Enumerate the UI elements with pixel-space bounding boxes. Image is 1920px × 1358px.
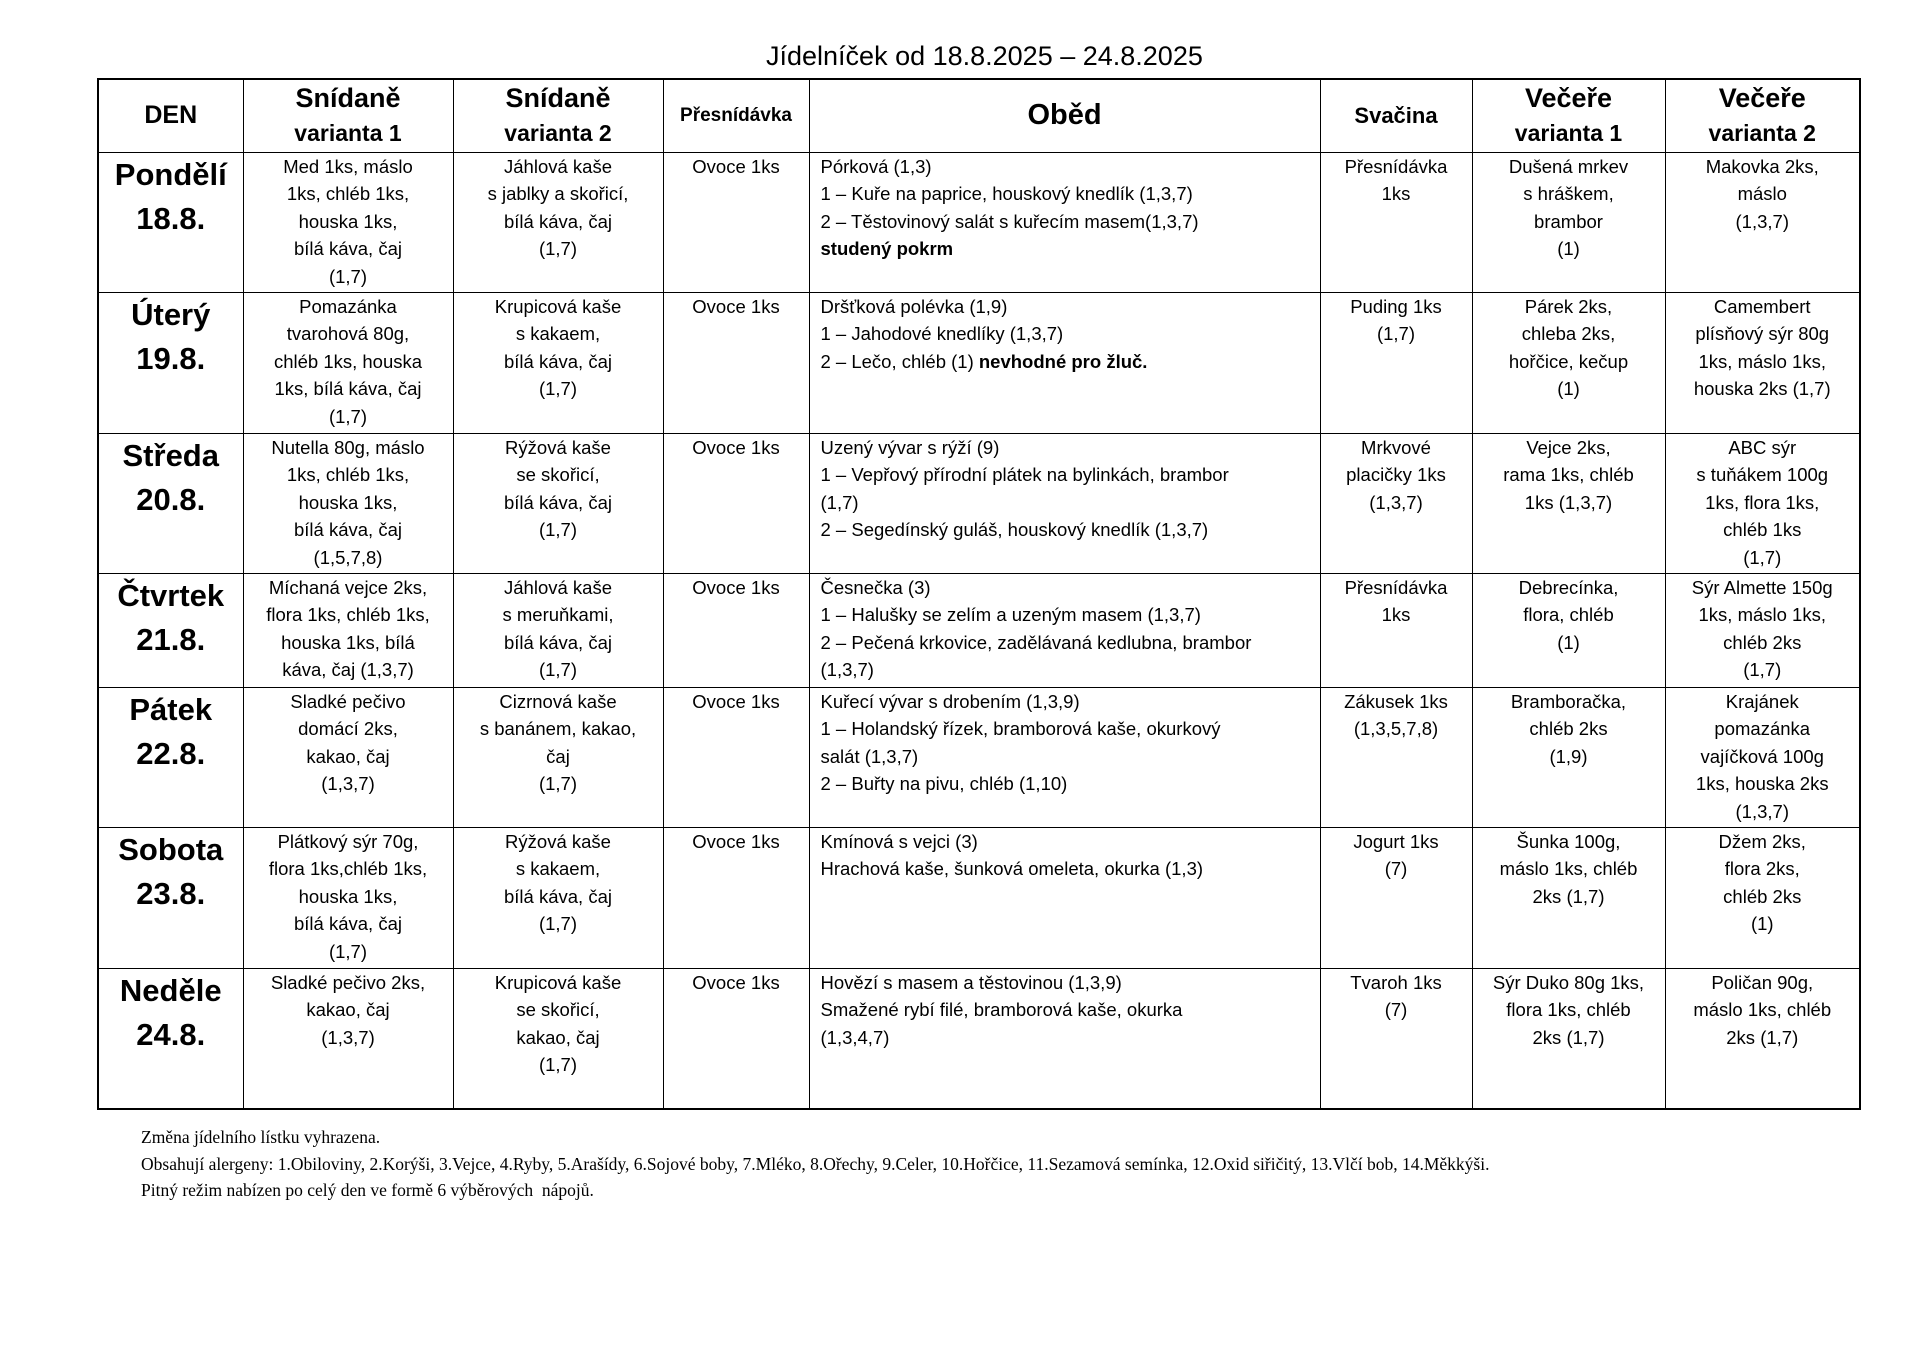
meal-line: s kakaem, (515, 323, 601, 345)
meal-line: Sýr Duko 80g 1ks, (1492, 971, 1645, 993)
meal-line: bílá káva, čaj (504, 631, 612, 653)
meal-line: se skořicí, (516, 464, 600, 486)
meal-line: (1,5,7,8) (313, 546, 383, 568)
dinner-2-cell (1665, 687, 1860, 827)
footer-notes (141, 1124, 1489, 1204)
meal-line: s hráškem, (1523, 183, 1614, 205)
dinner-1-cell (1472, 292, 1665, 433)
meal-line: 1ks, bílá káva, čaj (274, 378, 422, 400)
meal-line: flora, chléb (1523, 604, 1614, 626)
meal-line: Přesnídávka (1344, 576, 1448, 598)
meal-line: Šunka 100g, (1516, 830, 1621, 852)
day-name: Úterý (131, 296, 211, 332)
meal-line: kakao, čaj (306, 745, 390, 767)
meal-line: (1,7) (538, 1054, 578, 1076)
morning-snack-cell (663, 292, 809, 433)
meal-line: plísňový sýr 80g (1695, 323, 1830, 345)
meal-line: Krupicová kaše (494, 295, 622, 317)
column-header-day (98, 79, 243, 152)
meal-line: (1,7) (1743, 659, 1782, 681)
meal-line: Bramboračka, (1510, 690, 1627, 712)
column-header-variant: varianta 1 (294, 119, 402, 146)
day-row (98, 292, 1860, 433)
column-header-afternoon-snack (1320, 79, 1472, 152)
meal-line: 1ks, máslo 1ks, (1698, 350, 1826, 372)
meal-line: Ovoce 1ks (692, 830, 780, 852)
meal-line: s tuňákem 100g (1696, 464, 1829, 486)
meal-line: bílá káva, čaj (294, 238, 402, 260)
day-date: 18.8. (136, 200, 206, 236)
footer-note-allergens: Obsahují alergeny: 1.Obiloviny, 2.Korýši, 3.Vejce, 4.Ryby, 5.Arašídy, 6.Sojové boby, 7.Mléko, 8.Ořechy, 9.Celer, 10.Hořčice, 11.Sezamová semínka, 12.Oxid siřičitý, 13.Vlčí bob, 14.Měkkýši. (141, 1153, 1490, 1174)
meal-line: 1 – Jahodové knedlíky (1,3,7) (820, 323, 1064, 345)
meal-line: Pórková (1,3) (820, 155, 932, 177)
morning-snack-cell (663, 968, 809, 1109)
morning-snack-cell (663, 152, 809, 292)
meal-line: (1,7) (538, 913, 578, 935)
breakfast-1-cell (243, 152, 453, 292)
menu-table (97, 78, 1861, 1110)
meal-line: tvarohová 80g, (286, 323, 410, 345)
meal-line: Ovoce 1ks (692, 436, 780, 458)
meal-line: placičky 1ks (1346, 464, 1446, 486)
column-header-dinner-2 (1665, 79, 1860, 152)
day-name: Čtvrtek (117, 577, 225, 613)
lunch-cell (809, 827, 1320, 968)
meal-line: 1ks (1381, 183, 1411, 205)
day-row (98, 433, 1860, 573)
meal-line: houska 1ks, (298, 491, 398, 513)
meal-line: (1,3,7) (1735, 800, 1789, 822)
meal-line: Sýr Almette 150g (1691, 576, 1833, 598)
breakfast-1-cell (243, 433, 453, 573)
day-date: 21.8. (136, 621, 206, 657)
meal-line: Vejce 2ks, (1526, 436, 1611, 458)
meal-line: 1 – Vepřový přírodní plátek na bylinkách, brambor (820, 464, 1229, 486)
meal-line: vajíčková 100g (1700, 745, 1824, 767)
meal-line: 1ks, chléb 1ks, (286, 183, 410, 205)
meal-line: Jogurt 1ks (1353, 830, 1439, 852)
meal-note-bold: studený pokrm (820, 238, 954, 260)
meal-line: (1,3,7) (321, 1026, 375, 1048)
dinner-1-cell (1472, 433, 1665, 573)
meal-line: Nutella 80g, máslo (271, 436, 425, 458)
meal-line: se skořicí, (516, 999, 600, 1021)
meal-line: (1,7) (1376, 323, 1416, 345)
meal-line: 1ks (1381, 604, 1411, 626)
meal-line: bílá káva, čaj (504, 491, 612, 513)
meal-line: houska 1ks, (298, 210, 398, 232)
column-header-variant: varianta 2 (504, 119, 612, 146)
meal-line: (1) (1557, 378, 1580, 400)
meal-line: bílá káva, čaj (504, 210, 612, 232)
meal-line: máslo 1ks, chléb (1693, 999, 1832, 1021)
meal-line: (1,7) (538, 659, 578, 681)
breakfast-1-cell (243, 827, 453, 968)
morning-snack-cell (663, 687, 809, 827)
dinner-1-cell (1472, 573, 1665, 687)
meal-line: (1,7) (328, 405, 368, 427)
afternoon-snack-cell (1320, 968, 1472, 1109)
meal-line: (1,7) (820, 491, 859, 513)
day-date: 20.8. (136, 481, 206, 517)
footer-note-drinks: Pitný režim nabízen po celý den ve formě 6 výběrových nápojů. (141, 1180, 594, 1200)
column-header-title: Snídaně (295, 82, 401, 113)
day-row (98, 573, 1860, 687)
meal-line: houska 2ks (1,7) (1693, 378, 1831, 400)
meal-line: (1,3,7) (820, 659, 874, 681)
morning-snack-cell (663, 573, 809, 687)
meal-line: Mrkvové (1361, 436, 1431, 458)
column-header-variant: varianta 2 (1708, 119, 1816, 146)
meal-line: Párek 2ks, (1524, 295, 1613, 317)
menu-table-body (98, 152, 1860, 1109)
meal-line: (1,3,7) (321, 773, 375, 795)
day-name: Pátek (129, 691, 213, 727)
day-row (98, 687, 1860, 827)
meal-line: Hovězí s masem a těstovinou (1,3,9) (820, 971, 1122, 993)
header-row (98, 79, 1860, 152)
meal-line: s banánem, kakao, (479, 718, 637, 740)
lunch-cell (809, 968, 1320, 1109)
breakfast-1-cell (243, 292, 453, 433)
meal-line: 1ks, flora 1ks, (1705, 491, 1820, 513)
meal-line: Rýžová kaše (505, 830, 611, 852)
meal-line: houska 1ks, bílá (281, 631, 415, 653)
meal-line: Ovoce 1ks (692, 295, 780, 317)
meal-line: 2ks (1,7) (1726, 1026, 1799, 1048)
meal-line: (1,3,7) (1735, 210, 1789, 232)
dinner-1-cell (1472, 152, 1665, 292)
meal-line: Ovoce 1ks (692, 576, 780, 598)
meal-line: (1,7) (328, 265, 368, 287)
day-name: Sobota (118, 831, 224, 867)
meal-line: s jablky a skořicí, (487, 183, 629, 205)
column-header-day-label: DEN (144, 101, 198, 130)
meal-line: Jáhlová kaše (504, 155, 612, 177)
column-header-variant: varianta 1 (1514, 119, 1623, 146)
column-header-dinner-1 (1472, 79, 1665, 152)
meal-line: Ovoce 1ks (692, 971, 780, 993)
day-name: Pondělí (114, 156, 227, 192)
meal-line: (1,7) (328, 940, 368, 962)
breakfast-1-cell (243, 968, 453, 1109)
meal-line: bílá káva, čaj (504, 885, 612, 907)
day-cell (98, 573, 243, 687)
meal-line: Plátkový sýr 70g, (277, 830, 419, 852)
meal-line: flora 2ks, (1724, 858, 1800, 880)
meal-line: 1 – Kuře na paprice, houskový knedlík (1,3,7) (820, 183, 1193, 205)
meal-line: Kuřecí vývar s drobením (1,3,9) (820, 690, 1080, 712)
meal-line: chléb 2ks (1723, 885, 1802, 907)
meal-line: 2 – Segedínský guláš, houskový knedlík (1,3,7) (820, 519, 1209, 541)
day-date: 19.8. (136, 340, 206, 376)
meal-line: 1ks, máslo 1ks, (1698, 604, 1826, 626)
dinner-2-cell (1665, 573, 1860, 687)
meal-line: Smažené rybí filé, bramborová kaše, okurka (820, 999, 1183, 1021)
day-row (98, 827, 1860, 968)
afternoon-snack-cell (1320, 292, 1472, 433)
meal-line: Puding 1ks (1350, 295, 1442, 317)
day-name: Neděle (119, 972, 222, 1008)
day-cell (98, 827, 243, 968)
meal-line: 1ks, chléb 1ks, (286, 464, 410, 486)
breakfast-2-cell (453, 433, 663, 573)
breakfast-2-cell (453, 687, 663, 827)
day-cell (98, 968, 243, 1109)
meal-line: Med 1ks, máslo (283, 155, 413, 177)
meal-line: 2 – Pečená krkovice, zadělávaná kedlubna, brambor (820, 631, 1252, 653)
column-header-title: Večeře (1718, 82, 1806, 113)
dinner-1-cell (1472, 968, 1665, 1109)
meal-line: Rýžová kaše (505, 436, 611, 458)
meal-line: (1) (1750, 913, 1774, 935)
meal-line: Jáhlová kaše (504, 576, 612, 598)
lunch-cell (809, 152, 1320, 292)
day-cell (98, 433, 243, 573)
meal-line: 2 – Těstovinový salát s kuřecím masem(1,3,7) (820, 210, 1199, 232)
day-row (98, 152, 1860, 292)
meal-line: Míchaná vejce 2ks, (268, 576, 428, 598)
meal-line: 1ks (1,3,7) (1524, 491, 1613, 513)
breakfast-2-cell (453, 573, 663, 687)
meal-line: káva, čaj (1,3,7) (282, 659, 414, 681)
meal-note-bold: nevhodné pro žluč. (978, 350, 1148, 372)
meal-line: chléb 2ks (1529, 718, 1608, 740)
meal-line: flora 1ks, chléb 1ks, (266, 604, 430, 626)
meal-line: Krupicová kaše (494, 971, 622, 993)
meal-line: Makovka 2ks, (1705, 155, 1819, 177)
meal-line: (1,7) (538, 378, 578, 400)
column-header-title: Večeře (1524, 82, 1613, 113)
meal-line: 1ks, houska 2ks (1695, 773, 1829, 795)
meal-line: Pomazánka (299, 295, 397, 317)
column-header-morning-snack-label: Přesnídávka (680, 104, 792, 126)
dinner-2-cell (1665, 152, 1860, 292)
meal-line: (1,9) (1549, 745, 1588, 767)
meal-line: Uzený vývar s rýží (9) (820, 436, 1000, 458)
meal-line: bílá káva, čaj (294, 913, 402, 935)
dinner-1-cell (1472, 827, 1665, 968)
meal-line: Kmínová s vejci (3) (820, 830, 978, 852)
meal-line: (1,3,4,7) (820, 1026, 890, 1048)
meal-text: 2 – Lečo, chléb (1) (820, 350, 979, 372)
meal-line: máslo (1737, 183, 1787, 205)
meal-line: (1,3,5,7,8) (1353, 718, 1439, 740)
meal-line: (7) (1384, 999, 1408, 1021)
breakfast-2-cell (453, 968, 663, 1109)
meal-line: (1) (1557, 238, 1580, 260)
dinner-1-cell (1472, 687, 1665, 827)
meal-line: 2 – Buřty na pivu, chléb (1,10) (820, 773, 1068, 795)
meal-line: bílá káva, čaj (504, 350, 612, 372)
day-name: Středa (122, 437, 219, 473)
meal-line: 2ks (1,7) (1532, 1026, 1605, 1048)
meal-line: Dušená mrkev (1508, 155, 1629, 177)
meal-line: Camembert (1713, 295, 1811, 317)
column-header-lunch-label: Oběd (1027, 99, 1102, 132)
afternoon-snack-cell (1320, 152, 1472, 292)
lunch-cell (809, 687, 1320, 827)
column-header-lunch (809, 79, 1320, 152)
breakfast-2-cell (453, 827, 663, 968)
meal-line: rama 1ks, chléb (1503, 464, 1634, 486)
lunch-cell (809, 292, 1320, 433)
meal-line: s meruňkami, (502, 604, 614, 626)
column-header-breakfast-1 (243, 79, 453, 152)
meal-line: bílá káva, čaj (294, 519, 402, 541)
meal-line: Džem 2ks, (1718, 830, 1806, 852)
meal-line: houska 1ks, (298, 885, 398, 907)
meal-line: Česnečka (3) (820, 576, 931, 598)
meal-line: pomazánka (1714, 718, 1811, 740)
meal-line: Dršťková polévka (1,9) (820, 295, 1008, 317)
meal-line: (7) (1384, 858, 1408, 880)
day-date: 22.8. (136, 735, 206, 771)
dinner-2-cell (1665, 292, 1860, 433)
meal-line: Zákusek 1ks (1344, 690, 1448, 712)
afternoon-snack-cell (1320, 573, 1472, 687)
meal-line: Ovoce 1ks (692, 690, 780, 712)
meal-line: s kakaem, (515, 858, 601, 880)
day-date: 24.8. (136, 1016, 206, 1052)
page-title: Jídelníček od 18.8.2025 – 24.8.2025 (766, 41, 1203, 71)
meal-line (821, 235, 1320, 263)
afternoon-snack-cell (1320, 827, 1472, 968)
breakfast-2-cell (453, 292, 663, 433)
meal-line: Tvaroh 1ks (1350, 971, 1442, 993)
afternoon-snack-cell (1320, 433, 1472, 573)
breakfast-2-cell (453, 152, 663, 292)
meal-line: 1 – Halušky se zelím a uzeným masem (1,3,7) (820, 604, 1201, 626)
morning-snack-cell (663, 827, 809, 968)
lunch-cell (809, 433, 1320, 573)
meal-line: Poličan 90g, (1711, 971, 1814, 993)
meal-line: salát (1,3,7) (820, 745, 919, 767)
meal-line: (1,7) (538, 773, 578, 795)
column-header-breakfast-2 (453, 79, 663, 152)
dinner-2-cell (1665, 968, 1860, 1109)
meal-line: 1 – Holandský řízek, bramborová kaše, okurkový (820, 718, 1221, 740)
meal-line: Ovoce 1ks (692, 155, 780, 177)
meal-line: kakao, čaj (306, 999, 390, 1021)
meal-line: Krajánek (1725, 690, 1799, 712)
meal-line: Přesnídávka (1344, 155, 1448, 177)
lunch-cell (809, 573, 1320, 687)
meal-line: flora 1ks,chléb 1ks, (268, 858, 428, 880)
footer-note-change: Změna jídelního lístku vyhrazena. (141, 1127, 381, 1147)
meal-line: brambor (1534, 210, 1603, 232)
meal-line: chléb 2ks (1723, 631, 1802, 653)
column-header-morning-snack (663, 79, 809, 152)
meal-line: (1,7) (1743, 546, 1782, 568)
meal-line (821, 348, 1320, 376)
meal-line: (1) (1557, 631, 1580, 653)
afternoon-snack-cell (1320, 687, 1472, 827)
day-row (98, 968, 1860, 1109)
breakfast-1-cell (243, 573, 453, 687)
meal-line: Cizrnová kaše (499, 690, 617, 712)
meal-line: 2ks (1,7) (1532, 885, 1605, 907)
meal-line: Debrecínka, (1518, 576, 1619, 598)
breakfast-1-cell (243, 687, 453, 827)
meal-line: (1,3,7) (1369, 491, 1423, 513)
day-cell (98, 152, 243, 292)
day-cell (98, 687, 243, 827)
meal-line: ABC sýr (1728, 436, 1797, 458)
meal-line: čaj (546, 745, 570, 767)
dinner-2-cell (1665, 827, 1860, 968)
dinner-2-cell (1665, 433, 1860, 573)
meal-line: domácí 2ks, (298, 718, 398, 740)
column-header-afternoon-snack-label: Svačina (1354, 102, 1438, 128)
meal-line: chléb 1ks, houska (273, 350, 423, 372)
meal-line: Hrachová kaše, šunková omeleta, okurka (1,3) (820, 858, 1204, 880)
morning-snack-cell (663, 433, 809, 573)
meal-line: máslo 1ks, chléb (1499, 858, 1638, 880)
meal-line: Sladké pečivo 2ks, (270, 971, 426, 993)
meal-line: chléb 1ks (1723, 519, 1802, 541)
meal-line: kakao, čaj (516, 1026, 600, 1048)
meal-line: flora 1ks, chléb (1506, 999, 1631, 1021)
day-cell (98, 292, 243, 433)
meal-line: chleba 2ks, (1521, 323, 1616, 345)
day-date: 23.8. (136, 875, 206, 911)
column-header-title: Snídaně (505, 82, 611, 113)
meal-line: (1,7) (538, 238, 578, 260)
meal-line: Sladké pečivo (290, 690, 406, 712)
meal-line: hořčice, kečup (1508, 350, 1629, 372)
meal-line: (1,7) (538, 519, 578, 541)
